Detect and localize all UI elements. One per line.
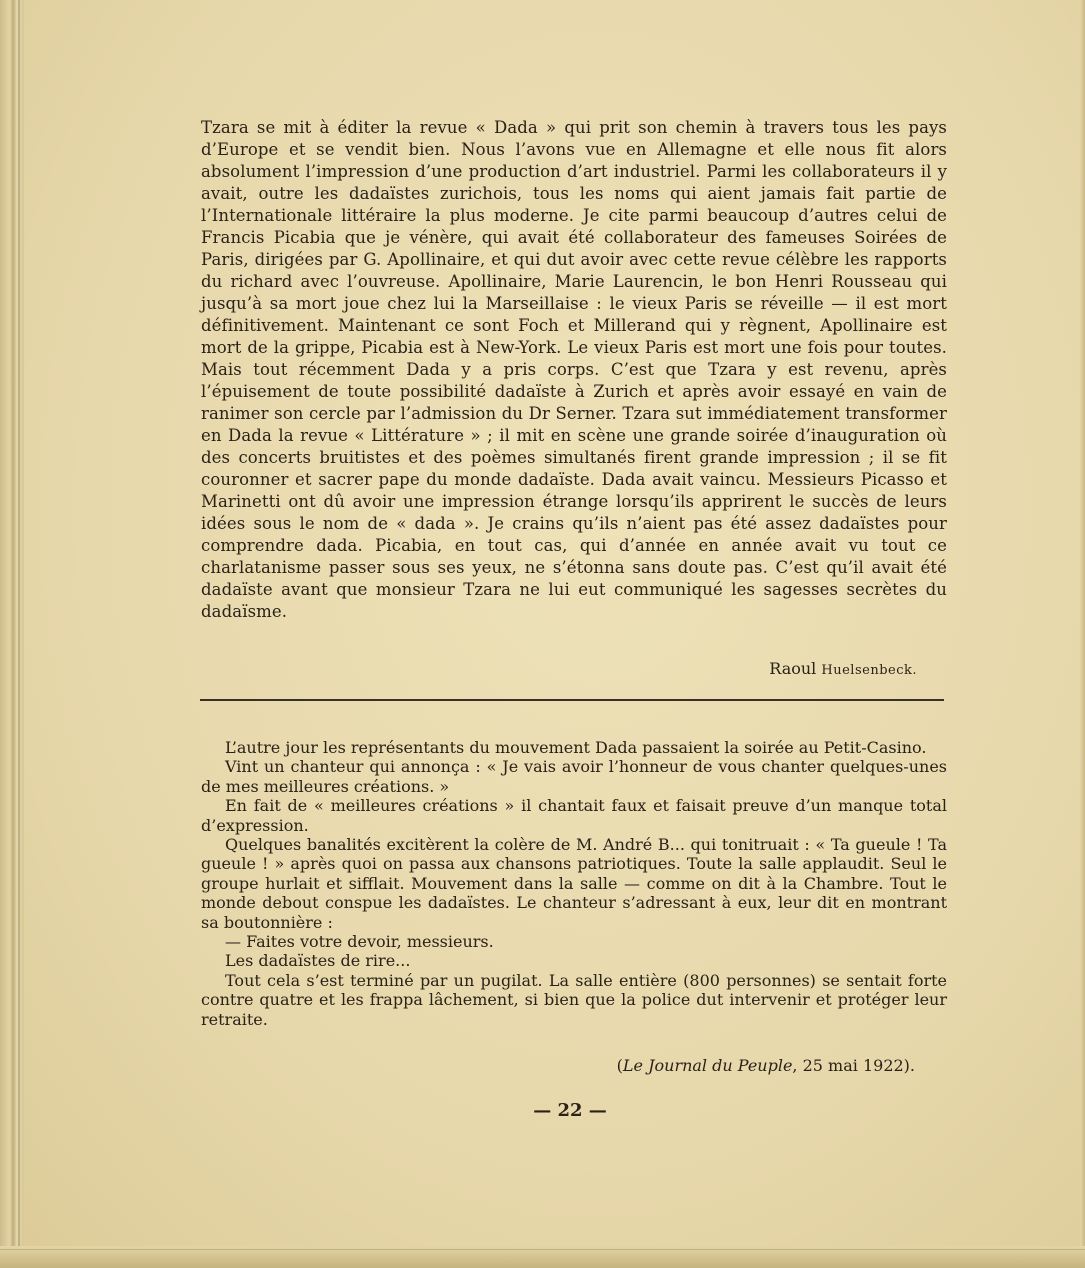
- clipping-paragraph: L’autre jour les représentants du mouvement Dada passaient la soirée au Petit-Casino.: [225, 738, 927, 757]
- gutter-fold-line: [18, 0, 20, 1268]
- signature-last-name: Huelsenbeck.: [821, 663, 917, 678]
- source-open-paren: (: [616, 1056, 623, 1075]
- page-right-edge: [1080, 0, 1085, 1268]
- signature-first-name: Raoul: [769, 659, 817, 678]
- clipping-paragraph: — Faites votre devoir, messieurs.: [225, 932, 494, 952]
- source-title: Le Journal du Peuple: [622, 1056, 793, 1075]
- page-number: — 22 —: [533, 1100, 607, 1121]
- clipping-paragraph: Vint un chanteur qui annonça : « Je vais avoir l’honneur de vous chanter quelques-unes de mes meilleures créations. »: [201, 757, 947, 796]
- clipping-paragraph: Quelques banalités excitèrent la colère de M. André B... qui tonitruait : « Ta gueule ! Ta gueule ! » après quoi on passa aux chansons patriotiques. Toute la salle applaudit. Seul le groupe hurlait et sifflait. Mouvement dans la salle — comme on dit à la Chambre. Tout le monde debout conspue les dadaïstes. Le chanteur s’adressant à eux, leur dit en montrant sa boutonnière :: [201, 835, 947, 932]
- clipping-paragraph: Tout cela s’est terminé par un pugilat. La salle entière (800 personnes) se sentait forte contre quatre et les frappa lâchement, si bien que la police dut intervenir et protéger leur retraite.: [201, 970, 947, 1029]
- press-clipping: [201, 738, 947, 1029]
- article-signature: [600, 659, 917, 678]
- article-text: [201, 117, 947, 623]
- article-paragraph: Tzara se mit à éditer la revue « Dada » qui prit son chemin à travers tous les pays d’Europe et se vendit bien. Nous l’avons vue en Allemagne et elle nous fit alors absolument l’impression d’une production d’art industriel. Parmi les collaborateurs il y avait, outre les dadaïstes zurichois, tous les noms qui aient jamais fait partie de l’Internationale littéraire la plus moderne. Je cite parmi beaucoup d’autres celui de Francis Picabia que je vénère, qui avait été collaborateur des fameuses Soirées de Paris, dirigées par G. Apollinaire, et qui dut avoir avec cette revue célèbre les rapports du richard avec l’ouvreuse. Apollinaire, Marie Laurencin, le bon Henri Rousseau qui jusqu’à sa mort joue chez lui la Marseillaise : le vieux Paris se réveille — il est mort définitivement. Maintenant ce sont Foch et Millerand qui y règnent, Apollinaire est mort de la grippe, Picabia est à New-York. Le vieux Paris est mort une fois pour toutes. Mais tout récemment Dada y a pris corps. C’est que Tzara y est revenu, après l’épuisement de toute possibilité dadaïste à Zurich et après avoir essayé en vain de ranimer son cercle par l’admission du Dr Serner. Tzara sut immédiatement transformer en Dada la revue « Littérature » ; il mit en scène une grande soirée d’inauguration où des concerts bruitistes et des poèmes simultanés firent grande impression ; il se fit couronner et sacrer pape du monde dadaïste. Dada avait vaincu. Messieurs Picasso et Marinetti ont dû avoir une impression étrange lorsqu’ils apprirent le succès de leurs idées sous le nom de « dada ». Je crains qu’ils n’aient pas été assez dadaïstes pour comprendre dada. Picabia, en tout cas, qui d’année en année avait vu tout ce charlatanisme passer sous ses yeux, ne s’étonna sans doute pas. C’est qu’il avait été dadaïste avant que monsieur Tzara ne lui eut communiqué les sagesses secrètes du dadaïsme.: [201, 118, 947, 621]
- clipping-source: [560, 1056, 915, 1075]
- clipping-paragraph: Les dadaïstes de rire...: [225, 951, 411, 971]
- page-gutter: [0, 0, 24, 1268]
- section-divider: [200, 699, 944, 701]
- source-date: , 25 mai 1922).: [792, 1056, 915, 1075]
- clipping-paragraph: En fait de « meilleures créations » il chantait faux et faisait preuve d’un manque total d’expression.: [201, 796, 947, 835]
- page-bottom-edge-line: [0, 1249, 1085, 1250]
